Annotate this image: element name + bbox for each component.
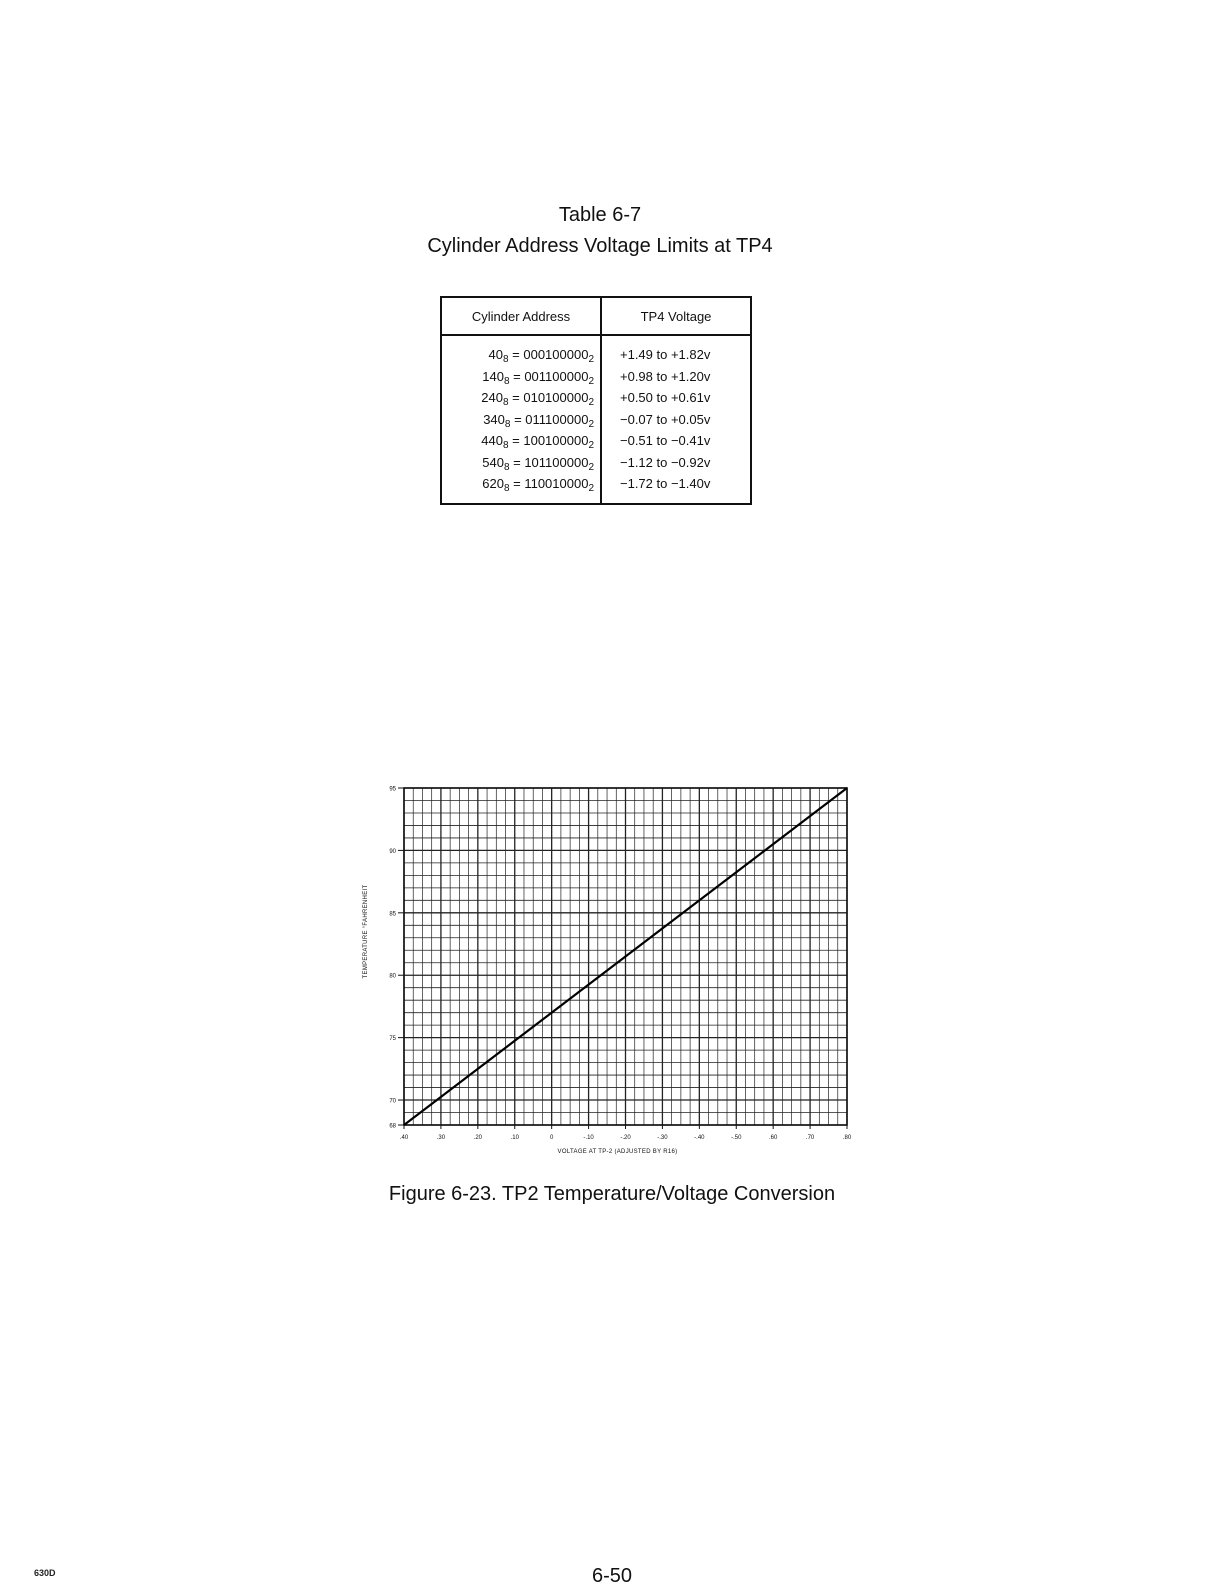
y-tick-label: 85 xyxy=(389,911,396,918)
tp4-voltage-cell: +0.98 to +1.20v xyxy=(601,366,751,388)
x-tick-label: -.20 xyxy=(620,1135,631,1141)
table-row xyxy=(441,387,751,409)
x-tick-label: -.40 xyxy=(694,1135,705,1141)
y-tick-label: 90 xyxy=(389,848,396,855)
x-tick-label: .10 xyxy=(510,1135,519,1141)
voltage-limits-table xyxy=(440,296,752,505)
y-tick-label: 70 xyxy=(389,1098,396,1105)
temperature-voltage-chart xyxy=(350,775,860,1165)
tp4-voltage-cell: +1.49 to +1.82v xyxy=(601,335,751,366)
table-heading xyxy=(0,200,1200,262)
y-tick-label: 68 xyxy=(389,1123,396,1130)
table-row xyxy=(441,335,751,366)
x-tick-label: 0 xyxy=(549,1135,554,1141)
cylinder-address-cell: $240_8 = 010100000_2$ xyxy=(441,387,601,409)
tp4-voltage-cell: −1.72 to −1.40v xyxy=(601,473,751,504)
x-tick-label: .70 xyxy=(805,1135,815,1141)
tp4-voltage-cell: −1.12 to −0.92v xyxy=(601,452,751,474)
table-row xyxy=(441,452,751,474)
column-header-cylinder-address: Cylinder Address xyxy=(441,297,601,335)
cylinder-address-cell: $620_8 = 110010000_2$ xyxy=(441,473,601,504)
x-tick-label: -.10 xyxy=(583,1135,594,1141)
table-header-row xyxy=(441,297,751,335)
cylinder-address-cell: $40_8 = 000100000_2$ xyxy=(441,335,601,366)
table-number: Table 6-7 xyxy=(558,204,642,226)
table-row xyxy=(441,366,751,388)
tp4-voltage-cell: −0.51 to −0.41v xyxy=(601,430,751,452)
cylinder-address-cell: $540_8 = 101100000_2$ xyxy=(441,452,601,474)
tp4-voltage-cell: −0.07 to +0.05v xyxy=(601,409,751,431)
y-tick-label: 75 xyxy=(389,1036,396,1043)
column-header-tp4-voltage: TP4 Voltage xyxy=(601,297,751,335)
y-tick-label: 95 xyxy=(389,786,396,793)
x-tick-label: -.30 xyxy=(657,1135,668,1141)
x-tick-label: .20 xyxy=(473,1135,483,1141)
x-axis-label: VOLTAGE AT TP-2 (ADJUSTED BY R16) xyxy=(557,1149,678,1155)
table-row xyxy=(441,473,751,504)
table-title: Cylinder Address Voltage Limits at TP4 xyxy=(427,235,773,257)
x-tick-label: .80 xyxy=(842,1135,852,1141)
tp4-voltage-cell: +0.50 to +0.61v xyxy=(601,387,751,409)
y-tick-label: 80 xyxy=(389,973,396,980)
cylinder-address-cell: $440_8 = 100100000_2$ xyxy=(441,430,601,452)
cylinder-address-cell: $340_8 = 011100000_2$ xyxy=(441,409,601,431)
document-code: 630D xyxy=(34,1568,56,1578)
table-row xyxy=(441,430,751,452)
x-tick-label: -.50 xyxy=(731,1135,742,1141)
y-axis-label: TEMPERATURE °FAHRENHEIT xyxy=(363,884,369,979)
x-tick-label: .40 xyxy=(399,1135,409,1141)
page-number: 6-50 xyxy=(591,1565,633,1587)
figure-caption: Figure 6-23. TP2 Temperature/Voltage Conversion xyxy=(388,1183,836,1205)
table-row xyxy=(441,409,751,431)
x-tick-label: .30 xyxy=(436,1135,446,1141)
cylinder-address-cell: $140_8 = 001100000_2$ xyxy=(441,366,601,388)
x-tick-label: .60 xyxy=(768,1135,778,1141)
